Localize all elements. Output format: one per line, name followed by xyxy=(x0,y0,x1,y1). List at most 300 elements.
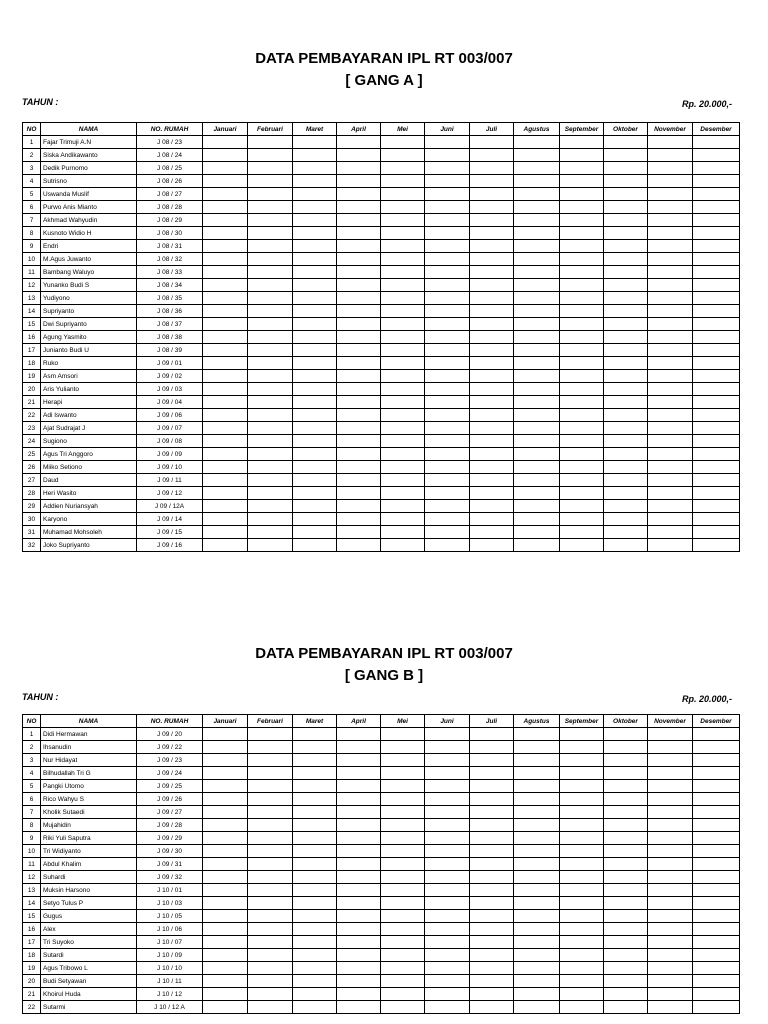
payment-cell xyxy=(604,227,648,240)
payment-cell xyxy=(425,539,470,552)
resident-name: Budi Setyawan xyxy=(41,975,137,988)
house-number: J 10 / 01 xyxy=(137,884,203,897)
table-row xyxy=(23,279,740,292)
payment-cell xyxy=(693,370,740,383)
payment-cell xyxy=(560,448,604,461)
payment-cell xyxy=(470,858,514,871)
payment-cell xyxy=(203,845,248,858)
payment-cell xyxy=(514,240,560,253)
payment-cell xyxy=(560,266,604,279)
house-number: J 09 / 08 xyxy=(137,435,203,448)
header-month: Desember xyxy=(693,715,740,728)
payment-cell xyxy=(514,201,560,214)
row-number: 12 xyxy=(23,279,41,292)
header-month: Mei xyxy=(381,715,425,728)
payment-cell xyxy=(381,819,425,832)
payment-cell xyxy=(425,780,470,793)
payment-cell xyxy=(293,201,337,214)
payment-cell xyxy=(648,728,693,741)
payment-cell xyxy=(470,149,514,162)
payment-cell xyxy=(425,188,470,201)
payment-cell xyxy=(293,858,337,871)
payment-cell xyxy=(203,266,248,279)
payment-cell xyxy=(604,539,648,552)
payment-cell xyxy=(514,409,560,422)
payment-cell xyxy=(293,136,337,149)
house-number: J 09 / 31 xyxy=(137,858,203,871)
resident-name: Muksin Harsono xyxy=(41,884,137,897)
payment-cell xyxy=(248,474,293,487)
payment-cell xyxy=(648,214,693,227)
payment-cell xyxy=(425,975,470,988)
header-no-rumah: NO. RUMAH xyxy=(137,123,203,136)
payment-cell xyxy=(560,214,604,227)
payment-cell xyxy=(337,910,381,923)
house-number: J 10 / 07 xyxy=(137,936,203,949)
payment-cell xyxy=(381,227,425,240)
payment-cell xyxy=(514,487,560,500)
house-number: J 09 / 02 xyxy=(137,370,203,383)
row-number: 16 xyxy=(23,923,41,936)
payment-cell xyxy=(203,292,248,305)
resident-name: Dedik Purnomo xyxy=(41,162,137,175)
payment-cell xyxy=(514,975,560,988)
payment-cell xyxy=(470,988,514,1001)
payment-cell xyxy=(470,949,514,962)
payment-cell xyxy=(604,396,648,409)
row-number: 28 xyxy=(23,487,41,500)
payment-cell xyxy=(381,845,425,858)
payment-cell xyxy=(648,188,693,201)
payment-cell xyxy=(514,988,560,1001)
row-number: 13 xyxy=(23,884,41,897)
house-number: J 08 / 25 xyxy=(137,162,203,175)
payment-cell xyxy=(693,832,740,845)
payment-cell xyxy=(514,331,560,344)
payment-cell xyxy=(248,975,293,988)
payment-cell xyxy=(514,318,560,331)
payment-cell xyxy=(381,357,425,370)
payment-cell xyxy=(470,214,514,227)
payment-cell xyxy=(648,949,693,962)
payment-cell xyxy=(693,149,740,162)
payment-cell xyxy=(693,461,740,474)
payment-cell xyxy=(470,754,514,767)
payment-cell xyxy=(381,780,425,793)
payment-cell xyxy=(337,162,381,175)
payment-cell xyxy=(248,754,293,767)
payment-cell xyxy=(604,162,648,175)
payment-cell xyxy=(648,513,693,526)
payment-cell xyxy=(470,279,514,292)
payment-cell xyxy=(693,975,740,988)
payment-cell xyxy=(381,988,425,1001)
header-month: Juni xyxy=(425,715,470,728)
payment-cell xyxy=(470,240,514,253)
row-number: 18 xyxy=(23,949,41,962)
payment-cell xyxy=(381,806,425,819)
payment-cell xyxy=(514,422,560,435)
table-row xyxy=(23,292,740,305)
house-number: J 10 / 12 xyxy=(137,988,203,1001)
header-month: Februari xyxy=(248,715,293,728)
payment-cell xyxy=(203,357,248,370)
payment-cell xyxy=(514,793,560,806)
payment-cell xyxy=(381,858,425,871)
payment-cell xyxy=(693,526,740,539)
payment-cell xyxy=(248,396,293,409)
payment-cell xyxy=(470,513,514,526)
payment-cell xyxy=(514,474,560,487)
payment-cell xyxy=(604,832,648,845)
header-no-rumah: NO. RUMAH xyxy=(137,715,203,728)
payment-cell xyxy=(248,513,293,526)
row-number: 17 xyxy=(23,344,41,357)
payment-cell xyxy=(425,500,470,513)
payment-cell xyxy=(248,318,293,331)
payment-cell xyxy=(203,136,248,149)
payment-cell xyxy=(248,253,293,266)
payment-cell xyxy=(648,780,693,793)
table-row xyxy=(23,331,740,344)
payment-cell xyxy=(604,526,648,539)
payment-cell xyxy=(203,396,248,409)
payment-cell xyxy=(560,500,604,513)
payment-cell xyxy=(648,793,693,806)
house-number: J 08 / 32 xyxy=(137,253,203,266)
payment-cell xyxy=(648,539,693,552)
payment-cell xyxy=(293,923,337,936)
payment-cell xyxy=(560,897,604,910)
resident-name: Addien Nuriansyah xyxy=(41,500,137,513)
payment-cell xyxy=(560,832,604,845)
payment-cell xyxy=(425,318,470,331)
row-number: 4 xyxy=(23,175,41,188)
payment-cell xyxy=(248,962,293,975)
payment-cell xyxy=(203,201,248,214)
payment-cell xyxy=(560,370,604,383)
row-number: 23 xyxy=(23,422,41,435)
table-row xyxy=(23,793,740,806)
payment-cell xyxy=(203,344,248,357)
table-row xyxy=(23,422,740,435)
payment-cell xyxy=(337,923,381,936)
table-row xyxy=(23,266,740,279)
payment-cell xyxy=(693,884,740,897)
payment-cell xyxy=(381,539,425,552)
payment-cell xyxy=(425,884,470,897)
row-number: 29 xyxy=(23,500,41,513)
payment-cell xyxy=(693,500,740,513)
payment-cell xyxy=(648,461,693,474)
header-month: September xyxy=(560,715,604,728)
payment-cell xyxy=(693,728,740,741)
payment-cell xyxy=(248,162,293,175)
payment-cell xyxy=(514,344,560,357)
row-number: 9 xyxy=(23,240,41,253)
resident-name: Karyono xyxy=(41,513,137,526)
payment-cell xyxy=(337,962,381,975)
payment-cell xyxy=(248,897,293,910)
table-row xyxy=(23,396,740,409)
payment-cell xyxy=(203,884,248,897)
payment-cell xyxy=(337,897,381,910)
payment-cell xyxy=(337,227,381,240)
payment-cell xyxy=(514,871,560,884)
house-number: J 08 / 38 xyxy=(137,331,203,344)
payment-cell xyxy=(470,370,514,383)
payment-cell xyxy=(381,266,425,279)
payment-cell xyxy=(381,474,425,487)
payment-cell xyxy=(337,487,381,500)
house-number: J 10 / 06 xyxy=(137,923,203,936)
payment-cell xyxy=(293,318,337,331)
payment-cell xyxy=(381,975,425,988)
house-number: J 09 / 12 xyxy=(137,487,203,500)
payment-cell xyxy=(203,383,248,396)
payment-cell xyxy=(337,975,381,988)
payment-cell xyxy=(248,344,293,357)
resident-name: Sutarmi xyxy=(41,1001,137,1014)
house-number: J 09 / 22 xyxy=(137,741,203,754)
house-number: J 08 / 39 xyxy=(137,344,203,357)
payment-cell xyxy=(337,292,381,305)
payment-cell xyxy=(648,832,693,845)
payment-cell xyxy=(248,383,293,396)
resident-name: Yunanko Budi S xyxy=(41,279,137,292)
payment-cell xyxy=(560,279,604,292)
payment-cell xyxy=(514,832,560,845)
payment-cell xyxy=(514,396,560,409)
payment-cell xyxy=(248,871,293,884)
payment-cell xyxy=(560,539,604,552)
payment-cell xyxy=(425,858,470,871)
payment-cell xyxy=(248,845,293,858)
resident-name: Uswanda Muslif xyxy=(41,188,137,201)
payment-cell xyxy=(470,344,514,357)
payment-cell xyxy=(248,1001,293,1014)
header-month: Maret xyxy=(293,715,337,728)
payment-cell xyxy=(693,396,740,409)
payment-cell xyxy=(470,318,514,331)
payment-cell xyxy=(648,923,693,936)
payment-cell xyxy=(470,175,514,188)
resident-name: Mujahidin xyxy=(41,819,137,832)
payment-cell xyxy=(203,871,248,884)
payment-cell xyxy=(648,487,693,500)
payment-cell xyxy=(248,923,293,936)
payment-cell xyxy=(514,819,560,832)
payment-cell xyxy=(693,344,740,357)
payment-cell xyxy=(514,1001,560,1014)
payment-cell xyxy=(381,409,425,422)
payment-cell xyxy=(560,741,604,754)
payment-cell xyxy=(425,1001,470,1014)
table-row xyxy=(23,513,740,526)
house-number: J 09 / 26 xyxy=(137,793,203,806)
payment-cell xyxy=(514,383,560,396)
payment-cell xyxy=(604,975,648,988)
row-number: 26 xyxy=(23,461,41,474)
payment-cell xyxy=(470,845,514,858)
payment-cell xyxy=(514,136,560,149)
table-row xyxy=(23,1001,740,1014)
payment-cell xyxy=(693,214,740,227)
payment-cell xyxy=(604,923,648,936)
payment-cell xyxy=(203,500,248,513)
payment-cell xyxy=(560,292,604,305)
resident-name: Asm Amsori xyxy=(41,370,137,383)
payment-cell xyxy=(425,253,470,266)
gang-a-payment-table xyxy=(22,122,740,552)
house-number: J 10 / 03 xyxy=(137,897,203,910)
payment-cell xyxy=(381,292,425,305)
payment-cell xyxy=(248,149,293,162)
header-month: Januari xyxy=(203,715,248,728)
payment-cell xyxy=(514,897,560,910)
payment-cell xyxy=(693,513,740,526)
payment-cell xyxy=(514,754,560,767)
payment-cell xyxy=(337,741,381,754)
house-number: J 08 / 31 xyxy=(137,240,203,253)
payment-cell xyxy=(293,253,337,266)
resident-name: Siska Andikawanto xyxy=(41,149,137,162)
payment-cell xyxy=(425,845,470,858)
house-number: J 09 / 29 xyxy=(137,832,203,845)
payment-cell xyxy=(470,136,514,149)
house-number: J 09 / 10 xyxy=(137,461,203,474)
payment-cell xyxy=(337,871,381,884)
payment-cell xyxy=(648,331,693,344)
payment-cell xyxy=(560,819,604,832)
payment-cell xyxy=(337,832,381,845)
payment-cell xyxy=(470,383,514,396)
row-number: 32 xyxy=(23,539,41,552)
payment-cell xyxy=(293,936,337,949)
payment-cell xyxy=(248,370,293,383)
payment-cell xyxy=(648,175,693,188)
payment-cell xyxy=(293,1001,337,1014)
payment-cell xyxy=(425,949,470,962)
row-number: 6 xyxy=(23,793,41,806)
payment-cell xyxy=(381,487,425,500)
row-number: 14 xyxy=(23,897,41,910)
house-number: J 08 / 24 xyxy=(137,149,203,162)
resident-name: Bambang Waluyo xyxy=(41,266,137,279)
row-number: 22 xyxy=(23,409,41,422)
payment-cell xyxy=(560,513,604,526)
payment-cell xyxy=(425,513,470,526)
payment-cell xyxy=(248,357,293,370)
payment-cell xyxy=(648,1001,693,1014)
payment-cell xyxy=(293,396,337,409)
payment-cell xyxy=(425,136,470,149)
house-number: J 10 / 05 xyxy=(137,910,203,923)
payment-cell xyxy=(337,806,381,819)
payment-cell xyxy=(203,279,248,292)
table-row xyxy=(23,539,740,552)
payment-cell xyxy=(648,227,693,240)
resident-name: Pangki Utomo xyxy=(41,780,137,793)
table-row xyxy=(23,884,740,897)
payment-cell xyxy=(203,780,248,793)
payment-cell xyxy=(648,344,693,357)
payment-cell xyxy=(470,461,514,474)
payment-cell xyxy=(337,793,381,806)
payment-cell xyxy=(470,357,514,370)
payment-cell xyxy=(648,962,693,975)
payment-cell xyxy=(470,162,514,175)
row-number: 7 xyxy=(23,806,41,819)
payment-cell xyxy=(293,149,337,162)
payment-cell xyxy=(248,435,293,448)
payment-cell xyxy=(337,884,381,897)
payment-cell xyxy=(604,370,648,383)
payment-cell xyxy=(693,318,740,331)
payment-cell xyxy=(470,832,514,845)
payment-cell xyxy=(514,962,560,975)
payment-cell xyxy=(693,1001,740,1014)
payment-cell xyxy=(693,793,740,806)
payment-cell xyxy=(425,487,470,500)
header-month: Juni xyxy=(425,123,470,136)
table-row xyxy=(23,962,740,975)
payment-cell xyxy=(203,513,248,526)
payment-cell xyxy=(248,448,293,461)
payment-cell xyxy=(425,370,470,383)
payment-cell xyxy=(514,884,560,897)
payment-cell xyxy=(381,741,425,754)
payment-cell xyxy=(693,435,740,448)
header-month: Mei xyxy=(381,123,425,136)
payment-cell xyxy=(604,188,648,201)
payment-cell xyxy=(381,923,425,936)
header-month: Agustus xyxy=(514,123,560,136)
row-number: 6 xyxy=(23,201,41,214)
payment-cell xyxy=(693,806,740,819)
payment-cell xyxy=(425,409,470,422)
payment-cell xyxy=(425,435,470,448)
payment-cell xyxy=(604,793,648,806)
house-number: J 08 / 27 xyxy=(137,188,203,201)
payment-cell xyxy=(293,897,337,910)
resident-name: Ruko xyxy=(41,357,137,370)
payment-cell xyxy=(470,936,514,949)
payment-cell xyxy=(425,474,470,487)
payment-cell xyxy=(381,435,425,448)
payment-cell xyxy=(248,305,293,318)
payment-cell xyxy=(648,988,693,1001)
payment-cell xyxy=(648,500,693,513)
payment-cell xyxy=(248,741,293,754)
resident-name: Khoirul Huda xyxy=(41,988,137,1001)
house-number: J 09 / 32 xyxy=(137,871,203,884)
payment-cell xyxy=(248,214,293,227)
payment-cell xyxy=(337,279,381,292)
house-number: J 09 / 20 xyxy=(137,728,203,741)
payment-cell xyxy=(560,526,604,539)
payment-cell xyxy=(293,162,337,175)
payment-cell xyxy=(648,936,693,949)
payment-cell xyxy=(425,149,470,162)
table-row xyxy=(23,344,740,357)
payment-cell xyxy=(604,214,648,227)
payment-cell xyxy=(693,474,740,487)
payment-cell xyxy=(648,858,693,871)
header-month: Juli xyxy=(470,715,514,728)
payment-cell xyxy=(337,539,381,552)
payment-cell xyxy=(381,793,425,806)
